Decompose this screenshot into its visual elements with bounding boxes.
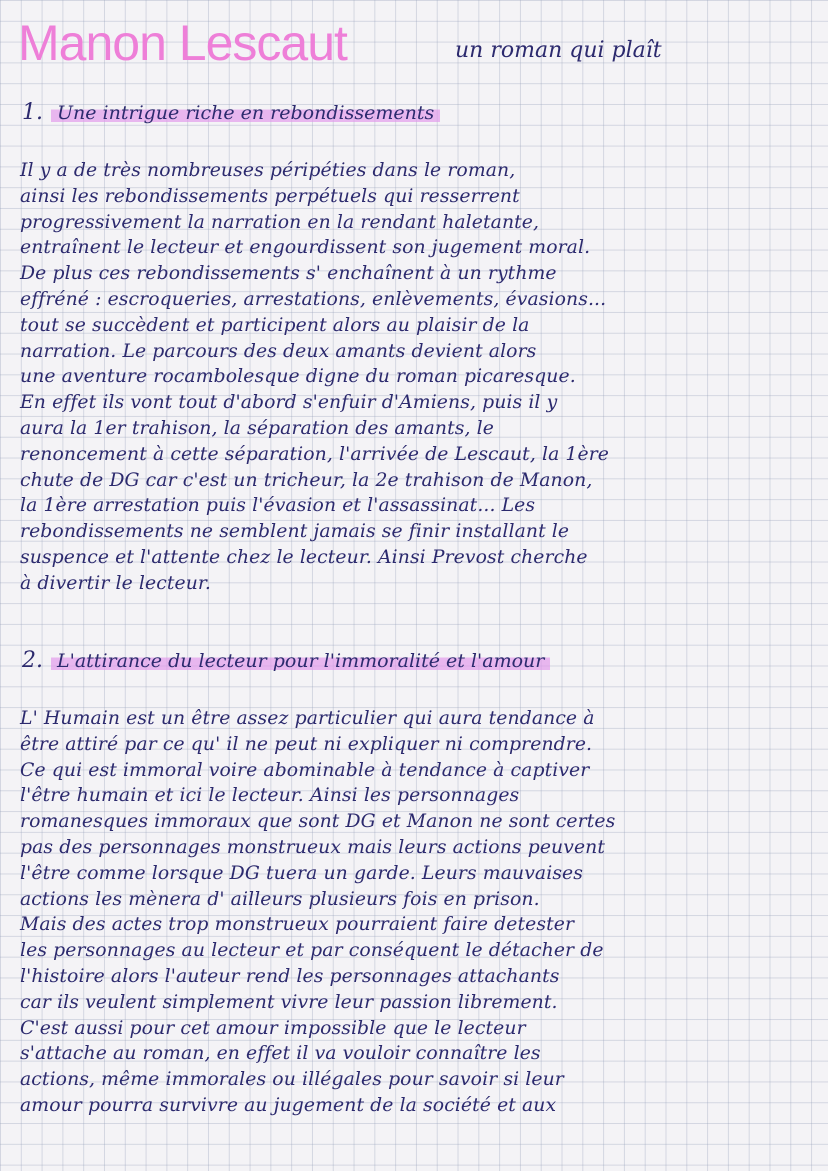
section-2-header xyxy=(22,648,550,673)
text-line: En effet ils vont tout d'abord s'enfuir d'Amiens, puis il y xyxy=(20,392,558,414)
text-line: C'est aussi pour cet amour impossible que le lecteur xyxy=(20,1017,526,1039)
text-line: tout se succèdent et participent alors au plaisir de la xyxy=(20,314,530,336)
section-1-paragraph xyxy=(20,158,812,597)
text-line: aura la 1er trahison, la séparation des amants, le xyxy=(20,417,494,439)
text-line: effréné : escroqueries, arrestations, enlèvements, évasions... xyxy=(20,288,607,310)
text-line: actions, même immorales ou illégales pour savoir si leur xyxy=(20,1069,564,1091)
text-line: l'être comme lorsque DG tuera un garde. Leurs mauvaises xyxy=(20,862,584,884)
text-line: chute de DG car c'est un tricheur, la 2e trahison de Manon, xyxy=(20,469,593,491)
text-line: s'attache au roman, en effet il va vouloir connaître les xyxy=(20,1043,541,1065)
text-line: progressivement la narration en la rendant haletante, xyxy=(20,211,540,233)
text-line: De plus ces rebondissements s' enchaînent à un rythme xyxy=(20,263,557,285)
text-line: les personnages au lecteur et par conséquent le détacher de xyxy=(20,940,604,962)
text-line: à divertir le lecteur. xyxy=(20,572,211,594)
text-line: car ils veulent simplement vivre leur passion librement. xyxy=(20,991,558,1013)
text-line: romanesques immoraux que sont DG et Manon ne sont certes xyxy=(20,811,616,833)
text-line: renoncement à cette séparation, l'arrivée de Lescaut, la 1ère xyxy=(20,443,609,465)
section-2-paragraph xyxy=(20,706,812,1119)
text-line: l'être humain et ici le lecteur. Ainsi les personnages xyxy=(20,785,520,807)
section-1-number: 1. xyxy=(22,100,43,125)
section-1-header xyxy=(22,100,440,125)
text-line: la 1ère arrestation puis l'évasion et l'assassinat... Les xyxy=(20,495,536,517)
text-line: Ce qui est immoral voire abominable à tendance à captiver xyxy=(20,759,590,781)
text-line: Il y a de très nombreuses péripéties dans le roman, xyxy=(20,160,516,181)
text-line: être attiré par ce qu' il ne peut ni expliquer ni comprendre. xyxy=(20,733,593,755)
page-title: Manon Lescaut xyxy=(18,15,347,71)
section-2-number: 2. xyxy=(22,648,43,673)
page-subtitle: un roman qui plaît xyxy=(455,38,662,63)
section-2-heading: L'attirance du lecteur pour l'immoralité et l'amour xyxy=(51,650,550,672)
text-line: amour pourra survivre au jugement de la société et aux xyxy=(20,1094,557,1116)
text-line: l'histoire alors l'auteur rend les personnages attachants xyxy=(20,965,560,987)
section-1-heading: Une intrigue riche en rebondissements xyxy=(51,102,440,124)
text-line: narration. Le parcours des deux amants devient alors xyxy=(20,340,537,362)
text-line: pas des personnages monstrueux mais leurs actions peuvent xyxy=(20,836,606,858)
text-line: entraînent le lecteur et engourdissent son jugement moral. xyxy=(20,237,591,259)
text-line: actions les mènera d' ailleurs plusieurs fois en prison. xyxy=(20,888,540,910)
text-line: une aventure rocambolesque digne du roman picaresque. xyxy=(20,366,576,388)
text-line: L' Humain est un être assez particulier qui aura tendance à xyxy=(20,708,595,729)
text-line: suspence et l'attente chez le lecteur. Ainsi Prevost cherche xyxy=(20,546,588,568)
text-line: Mais des actes trop monstrueux pourraient faire detester xyxy=(20,914,575,936)
text-line: ainsi les rebondissements perpétuels qui resserrent xyxy=(20,185,520,207)
text-line: rebondissements ne semblent jamais se finir installant le xyxy=(20,521,570,543)
